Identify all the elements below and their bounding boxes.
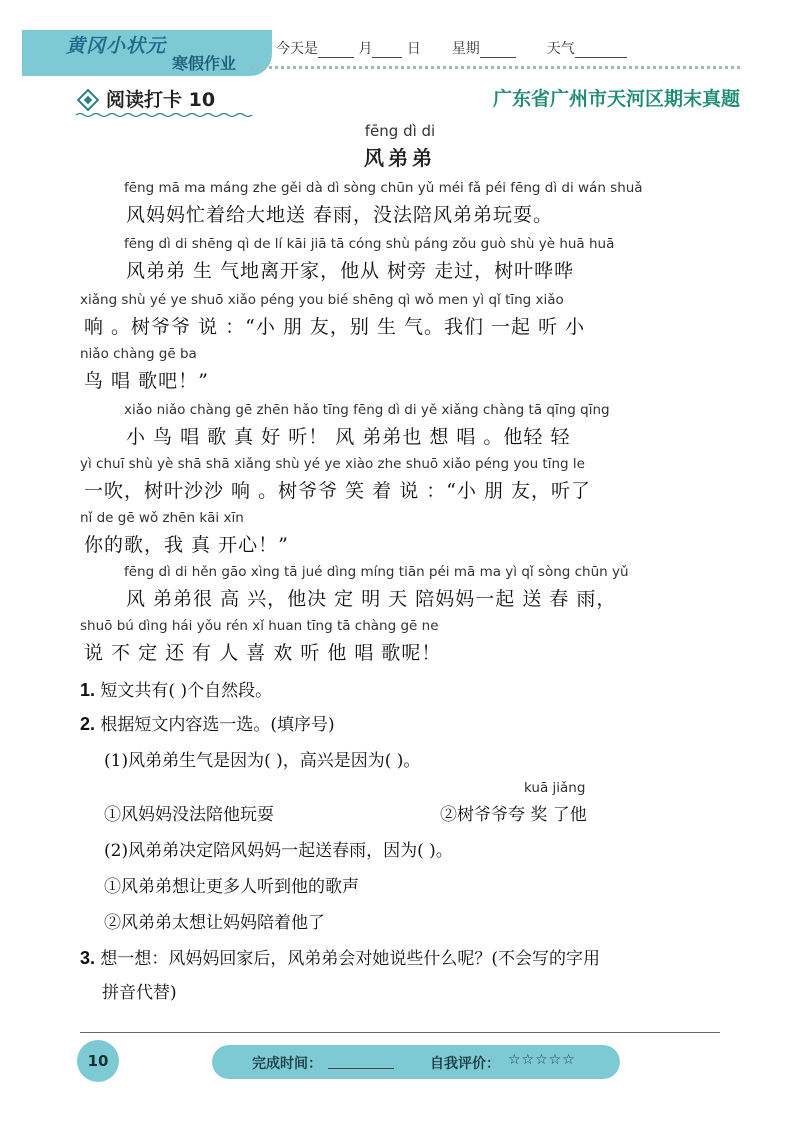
- completion-time-label: 完成时间：: [252, 1056, 322, 1072]
- completion-time-field[interactable]: [328, 1054, 394, 1069]
- question-2-1: (1)风弟弟生气是因为( )，高兴是因为( )。: [104, 751, 421, 771]
- page-header: [0, 0, 800, 80]
- rating-stars-icon[interactable]: ☆☆☆☆☆: [508, 1052, 576, 1068]
- question-3: [80, 944, 600, 969]
- question-1: [80, 676, 272, 701]
- pinyin-line: shuō bú dìng hái yǒu rén xǐ huan tīng tā chàng gē ne: [80, 618, 439, 634]
- text-line: 风弟弟 生 气地离开家，他从 树旁 走过，树叶哗哗: [126, 260, 575, 282]
- date-month-label: 月: [358, 41, 373, 57]
- self-eval-label: 自我评价：: [430, 1056, 500, 1072]
- brand-subtitle: 寒假作业: [172, 54, 237, 73]
- date-week-label: 星期: [451, 41, 480, 57]
- brand-logo: 黄冈小状元: [66, 35, 167, 57]
- pinyin-line: xiǎo niǎo chàng gē zhēn hǎo tīng fēng dì di yě xiǎng chàng tā qīng qīng: [124, 402, 610, 418]
- text-line: 一吹，树叶沙沙 响 。树爷爷 笑 着 说 ：“小 朋 友，听了: [84, 480, 592, 502]
- section-title: 阅读打卡 10: [106, 89, 216, 111]
- week-blank: [480, 43, 516, 58]
- page-number: 10: [77, 1040, 119, 1082]
- text-line: 响 。树爷爷 说 ：“小 朋 友，别 生 气。我们 一起 听 小: [84, 316, 586, 338]
- date-weather-label: 天气: [546, 41, 575, 57]
- story-title-pinyin: fēng dì di: [364, 122, 436, 140]
- option-2-2-b: ②风弟弟太想让妈妈陪着他了: [104, 913, 325, 933]
- text-line: 风妈妈忙着给大地送 春雨，没法陪风弟弟玩耍。: [126, 204, 554, 226]
- option-2-2-a: ①风弟弟想让更多人听到他的歌声: [104, 877, 359, 897]
- pinyin-line: xiǎng shù yé ye shuō xiǎo péng you bié shēng qì wǒ men yì qǐ tīng xiǎo: [80, 292, 564, 308]
- question-number: 1.: [80, 680, 96, 700]
- option-2-1-a: ①风妈妈没法陪他玩耍: [104, 805, 274, 825]
- option-2-1-b: ②树爷爷夸 奖 了他: [440, 805, 587, 825]
- month-blank: [318, 43, 354, 58]
- day-blank: [372, 43, 402, 58]
- pinyin-line: fēng dì di shēng qì de lí kāi jiā tā cóng shù páng zǒu guò shù yè huā huā: [124, 236, 615, 252]
- option-pinyin: kuā jiǎng: [524, 780, 586, 796]
- question-3-cont: 拼音代替): [102, 983, 177, 1003]
- question-2: [80, 710, 335, 735]
- wavy-underline: [76, 112, 254, 118]
- question-2-text: 根据短文内容选一选。(填序号): [100, 715, 335, 735]
- text-line: 说 不 定 还 有 人 喜 欢 听 他 唱 歌呢！: [84, 642, 442, 664]
- pinyin-line: niǎo chàng gē ba: [80, 346, 197, 362]
- pinyin-line: nǐ de gē wǒ zhēn kāi xīn: [80, 510, 244, 526]
- story-title: 风弟弟: [364, 146, 436, 170]
- date-today-label: 今天是: [276, 41, 318, 57]
- question-number: 3.: [80, 948, 96, 968]
- text-line: 你的歌，我 真 开心！”: [84, 534, 289, 556]
- date-day-label: 日: [406, 41, 421, 57]
- weather-blank: [575, 43, 627, 58]
- question-1-text: 短文共有( )个自然段。: [100, 681, 273, 701]
- footer-divider: [80, 1032, 720, 1033]
- pinyin-line: fēng dì di hěn gāo xìng tā jué dìng míng tiān péi mā ma yì qǐ sòng chūn yǔ: [124, 564, 629, 580]
- pinyin-line: fēng mā ma máng zhe gěi dà dì sòng chūn yǔ méi fǎ péi fēng dì di wán shuǎ: [124, 180, 643, 196]
- question-2-2: (2)风弟弟决定陪风妈妈一起送春雨，因为( )。: [104, 841, 453, 861]
- text-line: 鸟 唱 歌吧！”: [84, 370, 209, 392]
- diamond-icon: [77, 89, 100, 112]
- pinyin-line: yì chuī shù yè shā shā xiǎng shù yé ye xiào zhe shuō xiǎo péng you tīng le: [80, 456, 585, 472]
- date-line: [276, 38, 627, 58]
- text-line: 风 弟弟很 高 兴，他决 定 明 天 陪妈妈一起 送 春 雨，: [126, 588, 617, 610]
- text-line: 小 鸟 唱 歌 真 好 听！ 风 弟弟也 想 唱 。他轻 轻: [126, 426, 571, 448]
- exam-source: 广东省广州市天河区期末真题: [492, 88, 740, 110]
- dotted-divider: [250, 66, 740, 69]
- question-number: 2.: [80, 714, 96, 734]
- question-3-text: 想一想：风妈妈回家后，风弟弟会对她说些什么呢？(不会写的字用: [100, 949, 601, 969]
- section-title-row: [62, 86, 742, 116]
